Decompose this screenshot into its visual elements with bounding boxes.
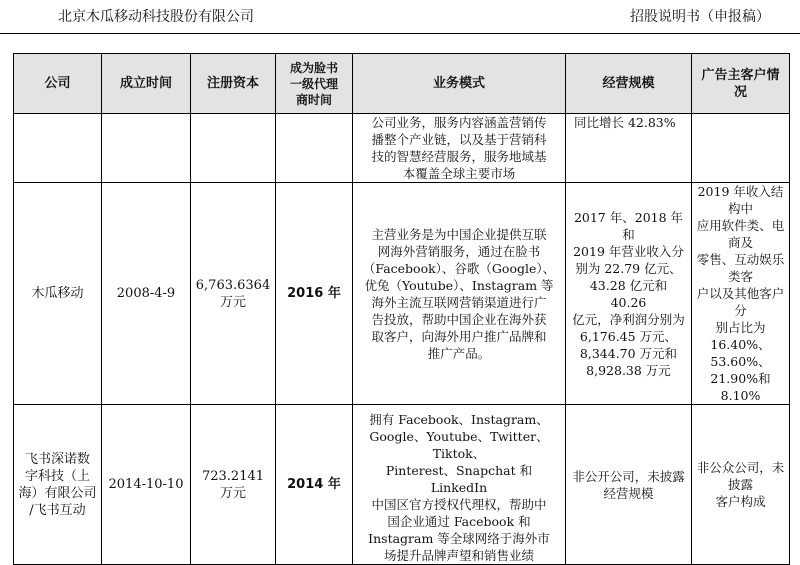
cell-capital [191,114,276,183]
col-header-scale: 经营规模 [566,54,692,114]
cell-agent-time: 2014 年 [276,405,353,565]
cell-agent-time: 2016 年 [276,183,353,405]
cell-business-model: 拥有 Facebook、Instagram、 Google、Youtube、Twitter、Tiktok、 Pinterest、Snapchat 和 LinkedIn 中国区官方授权代理权，帮助中 国企业通过 Facebook 和 Instagram 等全球网络于海外市 场提升品牌声望和销售业绩 [353,405,566,565]
col-header-founded: 成立时间 [102,54,191,114]
cell-scale: 非公开公司，未披露 经营规模 [566,405,692,565]
cell-company: 木瓜移动 [14,183,102,405]
cell-company [14,114,102,183]
table-row [14,183,790,405]
cell-founded: 2014-10-10 [102,405,191,565]
col-header-agent-time: 成为脸书 一级代理 商时间 [276,54,353,114]
col-header-company: 公司 [14,54,102,114]
table-header-row [14,54,790,114]
cell-business-model: 主营业务是为中国企业提供互联 网海外营销服务，通过在脸书 （Facebook）、谷歌（Google）、 优兔（Youtube）、Instagram 等 海外主流互联网营销渠道进行广 告投放，帮助中国企业在海外获 取客户，向海外用户推广品牌和 推广产品。 [353,183,566,405]
cell-capital: 6,763.6364 万元 [191,183,276,405]
table-row [14,114,790,183]
cell-scale: 2017 年、2018 年和 2019 年营业收入分 别为 22.79 亿元、 43.28 亿元和 40.26 亿元，净利润分别为 6,176.45 万元、 8,344.70 万元和 8,928.38 万元 [566,183,692,405]
cell-business-model: 公司业务，服务内容涵盖营销传 播整个产业链，以及基于营销科 技的智慧经营服务，服务地域基 本覆盖全球主要市场 [353,114,566,183]
cell-capital: 723.2141 万元 [191,405,276,565]
cell-founded: 2008-4-9 [102,183,191,405]
cell-company: 飞书深诺数 字科技（上 海）有限公司 /飞书互动 [14,405,102,565]
competitor-comparison-table [13,53,790,565]
cell-agent-time [276,114,353,183]
page-header [0,0,800,34]
col-header-clients: 广告主客户情况 [692,54,790,114]
table-row [14,405,790,565]
cell-clients: 2019 年收入结构中 应用软件类、电商及 零售、互动娱乐类客 户以及其他客户分 别占比为 16.40%、 53.60%、21.90%和 8.10% [692,183,790,405]
cell-founded [102,114,191,183]
header-company-name: 北京木瓜移动科技股份有限公司 [58,9,254,25]
col-header-capital: 注册资本 [191,54,276,114]
cell-clients: 非公众公司，未披露 客户构成 [692,405,790,565]
cell-scale: 同比增长 42.83% [566,114,692,183]
cell-clients [692,114,790,183]
header-document-title: 招股说明书（申报稿） [630,9,770,25]
col-header-business-model: 业务模式 [353,54,566,114]
